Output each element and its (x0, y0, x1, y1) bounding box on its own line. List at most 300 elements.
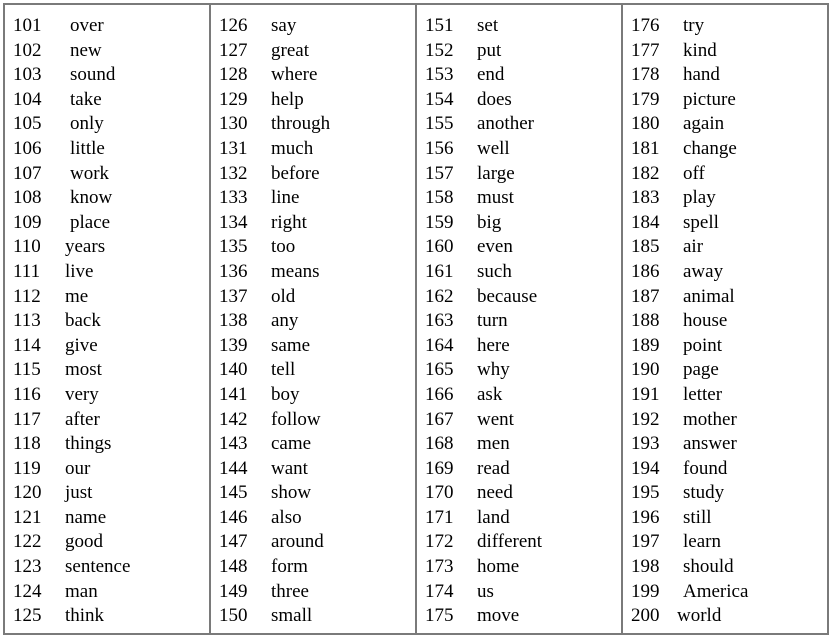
word-text: point (683, 334, 723, 356)
word-text: even (477, 236, 513, 258)
word-row (5, 506, 209, 531)
word-number: 173 (425, 556, 454, 578)
word-column-2 (209, 5, 415, 633)
word-number: 174 (425, 580, 454, 602)
word-row (211, 506, 415, 531)
word-row (417, 39, 621, 64)
word-row (5, 39, 209, 64)
word-row (5, 235, 209, 260)
word-text: line (271, 187, 300, 209)
word-text: large (477, 162, 515, 184)
word-text: still (683, 506, 712, 528)
word-text: over (70, 15, 104, 36)
word-text: need (477, 482, 513, 504)
word-row (417, 506, 621, 531)
word-number: 115 (13, 359, 41, 381)
word-row (5, 604, 209, 629)
word-number: 179 (631, 88, 660, 110)
word-row (417, 481, 621, 506)
word-text: set (477, 15, 499, 36)
word-number: 135 (219, 236, 248, 258)
word-row (211, 285, 415, 310)
word-row (5, 555, 209, 580)
word-row (5, 530, 209, 555)
word-text: letter (683, 383, 723, 405)
word-text: old (271, 285, 296, 307)
word-text: say (271, 15, 297, 36)
word-number: 133 (219, 187, 248, 209)
word-text: put (477, 39, 502, 61)
word-row (5, 260, 209, 285)
word-text: ask (477, 383, 503, 405)
word-number: 105 (13, 113, 42, 135)
word-text: great (271, 39, 309, 61)
word-row (623, 530, 827, 555)
word-row (5, 580, 209, 605)
word-row (211, 334, 415, 359)
word-number: 143 (219, 433, 248, 455)
word-number: 154 (425, 88, 454, 110)
word-text: our (65, 457, 91, 479)
word-text: because (477, 285, 538, 307)
word-number: 169 (425, 457, 454, 479)
word-number: 114 (13, 334, 41, 356)
word-text: new (70, 39, 102, 61)
word-text: help (271, 88, 304, 110)
word-row (417, 358, 621, 383)
word-row (623, 358, 827, 383)
word-row (623, 235, 827, 260)
word-text: change (683, 137, 737, 159)
word-number: 184 (631, 211, 660, 233)
word-row (211, 580, 415, 605)
word-text: man (65, 580, 98, 602)
word-row (5, 211, 209, 236)
word-number: 182 (631, 162, 660, 184)
word-row (5, 137, 209, 162)
word-number: 112 (13, 285, 41, 307)
word-number: 166 (425, 383, 454, 405)
word-number: 157 (425, 162, 454, 184)
word-row (623, 112, 827, 137)
word-number: 130 (219, 113, 248, 135)
word-number: 113 (13, 310, 41, 332)
word-row (417, 530, 621, 555)
word-number: 132 (219, 162, 248, 184)
word-text: must (477, 187, 514, 209)
word-text: before (271, 162, 320, 184)
word-number: 121 (13, 506, 42, 528)
word-row (5, 481, 209, 506)
word-row (623, 580, 827, 605)
word-row (623, 162, 827, 187)
word-row (211, 14, 415, 39)
word-number: 124 (13, 580, 42, 602)
word-number: 118 (13, 433, 41, 455)
word-number: 103 (13, 64, 42, 86)
word-number: 192 (631, 408, 660, 430)
word-text: any (271, 310, 299, 332)
word-number: 140 (219, 359, 248, 381)
word-text: live (65, 260, 94, 282)
word-row (211, 457, 415, 482)
word-number: 138 (219, 310, 248, 332)
word-text: three (271, 580, 309, 602)
word-text: off (683, 162, 705, 184)
word-number: 160 (425, 236, 454, 258)
word-row (417, 383, 621, 408)
word-text: most (65, 359, 102, 381)
word-text: land (477, 506, 510, 528)
word-row (211, 137, 415, 162)
word-row (211, 211, 415, 236)
word-text: read (477, 457, 510, 479)
word-number: 128 (219, 64, 248, 86)
word-number: 193 (631, 433, 660, 455)
word-number: 180 (631, 113, 660, 135)
word-text: does (477, 88, 512, 110)
word-text: try (683, 15, 705, 36)
word-row (623, 285, 827, 310)
word-number: 104 (13, 88, 42, 110)
word-row (211, 481, 415, 506)
word-text: where (271, 64, 318, 86)
word-column-1 (5, 5, 209, 633)
word-text: another (477, 113, 534, 135)
word-row (211, 530, 415, 555)
word-number: 155 (425, 113, 454, 135)
word-text: know (70, 187, 113, 209)
word-number: 195 (631, 482, 660, 504)
word-text: just (65, 482, 93, 504)
word-number: 137 (219, 285, 248, 307)
word-number: 181 (631, 137, 660, 159)
word-row (417, 260, 621, 285)
word-row (211, 358, 415, 383)
word-row (623, 88, 827, 113)
word-row (211, 162, 415, 187)
word-row (211, 555, 415, 580)
word-number: 111 (13, 260, 41, 282)
word-text: me (65, 285, 89, 307)
word-number: 122 (13, 531, 42, 553)
word-text: around (271, 531, 324, 553)
word-number: 147 (219, 531, 248, 553)
word-row (417, 555, 621, 580)
word-row (623, 63, 827, 88)
word-text: mother (683, 408, 737, 430)
word-text: tell (271, 359, 296, 381)
word-text: America (683, 580, 749, 602)
word-text: work (70, 162, 110, 184)
word-row (211, 186, 415, 211)
word-text: animal (683, 285, 735, 307)
word-row (5, 285, 209, 310)
word-row (5, 334, 209, 359)
word-row (5, 88, 209, 113)
word-text: little (70, 137, 105, 159)
word-number: 183 (631, 187, 660, 209)
word-row (623, 432, 827, 457)
word-text: right (271, 211, 307, 233)
word-number: 162 (425, 285, 454, 307)
word-text: very (65, 383, 99, 405)
word-row (417, 309, 621, 334)
word-row (417, 88, 621, 113)
word-row (417, 14, 621, 39)
word-number: 152 (425, 39, 454, 61)
word-number: 197 (631, 531, 660, 553)
word-row (417, 235, 621, 260)
word-number: 126 (219, 15, 248, 36)
word-list-table (3, 3, 829, 635)
word-text: form (271, 556, 308, 578)
word-row (623, 408, 827, 433)
word-number: 134 (219, 211, 248, 233)
word-text: too (271, 236, 296, 258)
word-row (211, 260, 415, 285)
word-text: turn (477, 310, 508, 332)
word-number: 110 (13, 236, 41, 258)
word-number: 144 (219, 457, 248, 479)
word-text: big (477, 211, 502, 233)
word-text: play (683, 187, 716, 209)
word-row (5, 63, 209, 88)
word-text: also (271, 506, 302, 528)
word-number: 101 (13, 15, 42, 36)
word-number: 145 (219, 482, 248, 504)
word-number: 150 (219, 605, 248, 627)
word-text: years (65, 236, 106, 258)
word-row (5, 432, 209, 457)
word-text: here (477, 334, 510, 356)
word-text: hand (683, 64, 720, 86)
word-text: kind (683, 39, 717, 61)
word-text: good (65, 531, 103, 553)
word-row (211, 63, 415, 88)
word-number: 191 (631, 383, 660, 405)
word-number: 175 (425, 605, 454, 627)
word-number: 168 (425, 433, 454, 455)
word-row (211, 39, 415, 64)
word-row (5, 408, 209, 433)
word-text: house (683, 310, 728, 332)
word-number: 108 (13, 187, 42, 209)
word-text: different (477, 531, 543, 553)
word-row (623, 555, 827, 580)
word-text: men (477, 433, 510, 455)
word-row (211, 235, 415, 260)
word-number: 107 (13, 162, 42, 184)
word-text: air (683, 236, 704, 258)
word-number: 109 (13, 211, 42, 233)
word-row (623, 260, 827, 285)
word-text: home (477, 556, 520, 578)
word-number: 176 (631, 15, 660, 36)
word-row (623, 383, 827, 408)
word-text: things (65, 433, 112, 455)
word-row (5, 14, 209, 39)
word-text: should (683, 556, 734, 578)
word-row (5, 162, 209, 187)
word-row (211, 604, 415, 629)
word-text: spell (683, 211, 719, 233)
word-number: 151 (425, 15, 454, 36)
word-text: move (477, 605, 520, 627)
word-text: much (271, 137, 314, 159)
word-row (623, 137, 827, 162)
word-number: 158 (425, 187, 454, 209)
word-column-3 (415, 5, 621, 633)
word-number: 194 (631, 457, 660, 479)
word-text: end (477, 64, 505, 86)
word-text: world (677, 605, 722, 627)
word-text: after (65, 408, 100, 430)
word-text: page (683, 359, 719, 381)
word-row (211, 88, 415, 113)
word-number: 159 (425, 211, 454, 233)
word-row (417, 432, 621, 457)
word-number: 172 (425, 531, 454, 553)
word-text: such (477, 260, 512, 282)
word-row (623, 481, 827, 506)
word-row (417, 211, 621, 236)
word-row (623, 506, 827, 531)
word-number: 116 (13, 383, 41, 405)
word-row (417, 137, 621, 162)
word-row (417, 186, 621, 211)
word-number: 106 (13, 137, 42, 159)
word-number: 102 (13, 39, 42, 61)
word-row (623, 186, 827, 211)
word-text: take (70, 88, 102, 110)
word-text: away (683, 260, 724, 282)
word-column-4 (621, 5, 827, 633)
word-number: 171 (425, 506, 454, 528)
word-text: give (65, 334, 98, 356)
word-text: back (65, 310, 101, 332)
word-number: 189 (631, 334, 660, 356)
word-number: 198 (631, 556, 660, 578)
word-number: 199 (631, 580, 660, 602)
word-text: learn (683, 531, 721, 553)
word-number: 123 (13, 556, 42, 578)
word-row (623, 334, 827, 359)
word-number: 149 (219, 580, 248, 602)
word-number: 196 (631, 506, 660, 528)
word-row (623, 39, 827, 64)
word-text: name (65, 506, 107, 528)
word-row (417, 112, 621, 137)
word-number: 190 (631, 359, 660, 381)
word-text: went (477, 408, 514, 430)
word-number: 131 (219, 137, 248, 159)
word-row (623, 14, 827, 39)
word-row (417, 285, 621, 310)
word-text: through (271, 113, 331, 135)
word-text: found (683, 457, 728, 479)
word-number: 142 (219, 408, 248, 430)
word-text: sentence (65, 556, 131, 578)
word-text: picture (683, 88, 736, 110)
word-number: 185 (631, 236, 660, 258)
word-row (5, 186, 209, 211)
word-row (211, 309, 415, 334)
word-number: 119 (13, 457, 41, 479)
word-text: small (271, 605, 313, 627)
word-number: 127 (219, 39, 248, 61)
word-row (211, 408, 415, 433)
word-text: show (271, 482, 312, 504)
word-number: 163 (425, 310, 454, 332)
word-number: 129 (219, 88, 248, 110)
word-number: 136 (219, 260, 248, 282)
word-number: 170 (425, 482, 454, 504)
word-text: came (271, 433, 312, 455)
word-number: 120 (13, 482, 42, 504)
word-text: study (683, 482, 725, 504)
word-number: 177 (631, 39, 660, 61)
word-row (211, 432, 415, 457)
word-number: 139 (219, 334, 248, 356)
word-number: 153 (425, 64, 454, 86)
word-text: want (271, 457, 308, 479)
word-row (5, 112, 209, 137)
word-text: place (70, 211, 111, 233)
word-text: again (683, 113, 725, 135)
word-number: 125 (13, 605, 42, 627)
word-text: answer (683, 433, 737, 455)
word-number: 117 (13, 408, 41, 430)
word-text: same (271, 334, 311, 356)
word-number: 146 (219, 506, 248, 528)
word-number: 164 (425, 334, 454, 356)
word-number: 165 (425, 359, 454, 381)
word-number: 141 (219, 383, 248, 405)
word-number: 187 (631, 285, 660, 307)
word-row (211, 383, 415, 408)
word-row (5, 358, 209, 383)
word-number: 178 (631, 64, 660, 86)
word-row (211, 112, 415, 137)
word-text: means (271, 260, 320, 282)
word-number: 156 (425, 137, 454, 159)
word-row (623, 457, 827, 482)
word-row (417, 604, 621, 629)
word-text: why (477, 359, 510, 381)
word-row (5, 383, 209, 408)
word-text: boy (271, 383, 300, 405)
word-row (623, 604, 827, 629)
word-row (623, 211, 827, 236)
word-row (417, 63, 621, 88)
word-number: 161 (425, 260, 454, 282)
word-text: us (477, 580, 494, 602)
word-text: think (65, 605, 105, 627)
word-number: 200 (631, 605, 660, 627)
word-row (623, 309, 827, 334)
word-row (417, 580, 621, 605)
word-text: well (477, 137, 510, 159)
word-number: 167 (425, 408, 454, 430)
word-row (417, 334, 621, 359)
word-row (417, 408, 621, 433)
word-number: 188 (631, 310, 660, 332)
word-row (417, 162, 621, 187)
word-text: only (70, 113, 104, 135)
word-text: sound (70, 64, 116, 86)
word-row (5, 457, 209, 482)
